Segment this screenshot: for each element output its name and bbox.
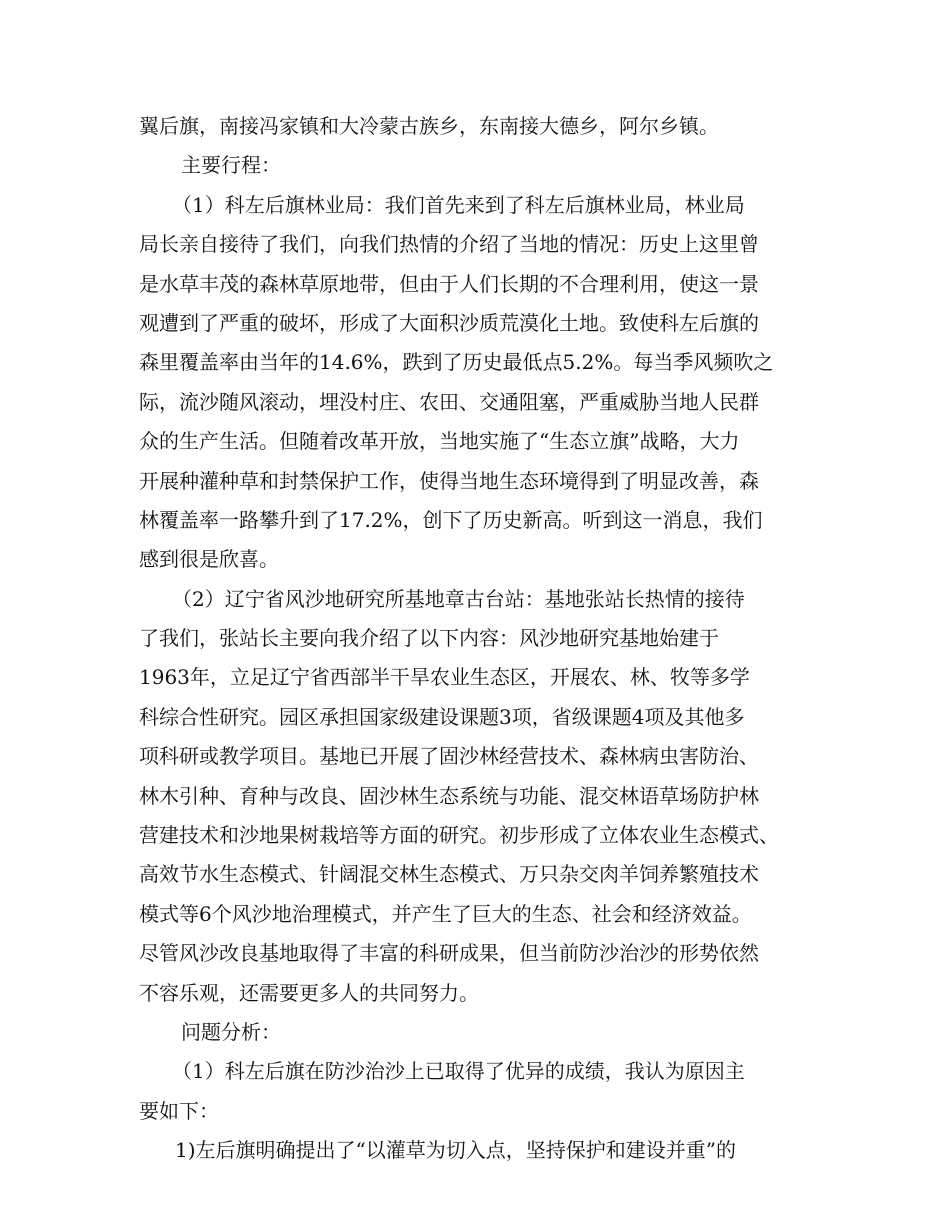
text-line: 开展种灌种草和封禁保护工作，使得当地生态环境得到了明显改善，森: [139, 468, 759, 493]
text-line: 是水草丰茂的森林草原地带，但由于人们长期的不合理利用，使这一景: [139, 271, 759, 296]
text-line: 局长亲自接待了我们，向我们热情的介绍了当地的情况：历史上这里曾: [139, 232, 759, 257]
text-line: 尽管风沙改良基地取得了丰富的科研成果，但当前防沙治沙的形势依然: [139, 941, 759, 966]
text-line: 1963年，立足辽宁省西部半干旱农业生态区，开展农、林、牧等多学: [139, 665, 750, 690]
text-line: 项科研或教学项目。基地已开展了固沙林经营技术、森林病虫害防治、: [139, 744, 759, 769]
text-line: 感到很是欣喜。: [139, 547, 279, 572]
section-heading-analysis: 问题分析：: [181, 1019, 281, 1044]
text-line: （1）科左后旗林业局：我们首先来到了科左后旗林业局，林业局: [172, 192, 745, 217]
text-line: 了我们，张站长主要向我介绍了以下内容：风沙地研究基地始建于: [139, 626, 719, 651]
text-line: 翼后旗，南接冯家镇和大冷蒙古族乡，东南接大德乡，阿尔乡镇。: [139, 114, 719, 138]
text-line: 森里覆盖率由当年的14.6%，跌到了历史最低点5.2%。每当季风频吹之: [139, 350, 774, 375]
section-heading-itinerary: 主要行程：: [181, 153, 281, 178]
text-line: 高效节水生态模式、针阔混交林生态模式、万只杂交肉羊饲养繁殖技术: [139, 862, 759, 887]
text-line: 观遭到了严重的破坏，形成了大面积沙质荒漠化土地。致使科左后旗的: [139, 310, 759, 335]
text-line: （2）辽宁省风沙地研究所基地章古台站：基地张站长热情的接待: [172, 586, 745, 611]
text-line: 林覆盖率一路攀升到了17.2%，创下了历史新高。听到这一消息，我们: [139, 507, 763, 532]
text-line: 要如下：: [139, 1098, 219, 1123]
text-line: （1）科左后旗在防沙治沙上已取得了优异的成绩，我认为原因主: [172, 1059, 745, 1084]
body-text: [139, 107, 815, 1171]
text-line: 众的生产生活。但随着改革开放，当地实施了“生态立旗”战略，大力: [139, 429, 740, 454]
text-line: 不容乐观，还需要更多人的共同努力。: [139, 980, 479, 1005]
text-line: 模式等6个风沙地治理模式，并产生了巨大的生态、社会和经济效益。: [139, 901, 752, 926]
text-line: 际，流沙随风滚动，埋没村庄、农田、交通阻塞，严重威胁当地人民群: [139, 389, 759, 414]
text-line: 营建技术和沙地果树栽培等方面的研究。初步形成了立体农业生态模式、: [139, 823, 779, 848]
text-line: 科综合性研究。园区承担国家级建设课题3项，省级课题4项及其他多: [139, 704, 745, 729]
text-line: 林木引种、育种与改良、固沙林生态系统与功能、混交林语草场防护林: [139, 783, 759, 808]
text-line: 1)左后旗明确提出了“以灌草为切入点，坚持保护和建设并重”的: [175, 1138, 736, 1163]
